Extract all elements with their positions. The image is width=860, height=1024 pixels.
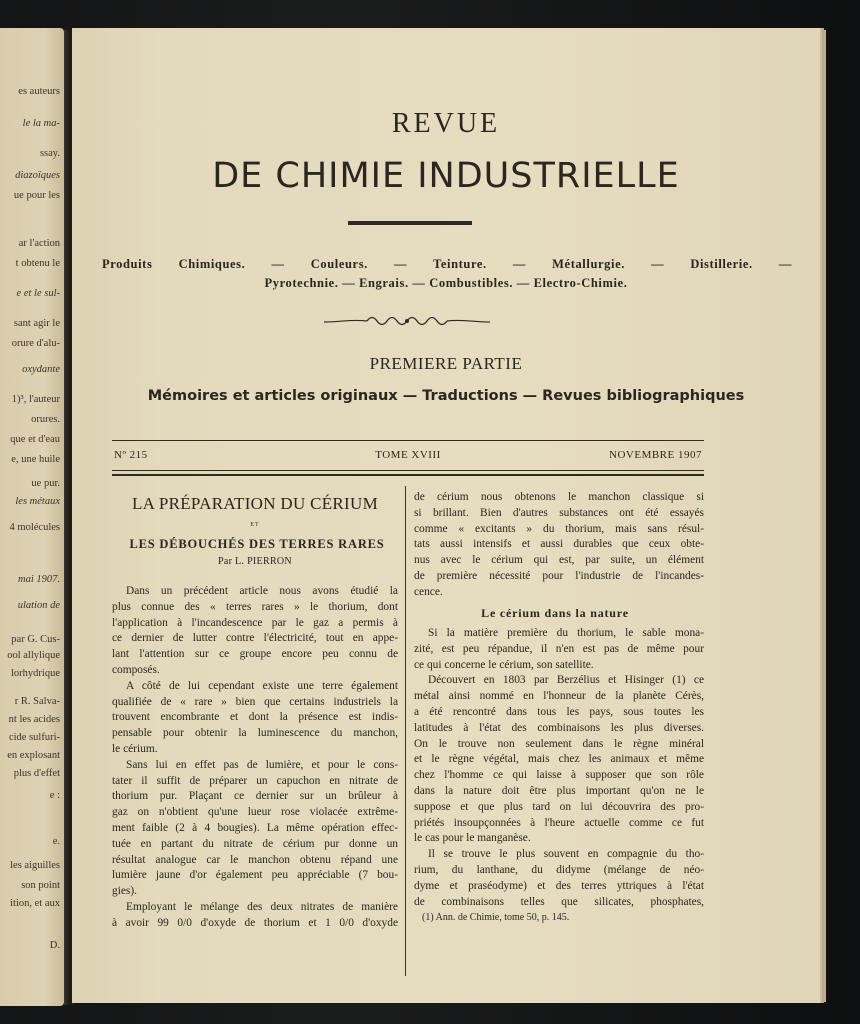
rule-bottom-2	[112, 474, 704, 476]
text-line: tuée en partant du nitrate de cérium pur donne un	[112, 837, 398, 850]
text-line: latitudes à l'état des combinaisons les plus diverses.	[414, 721, 704, 734]
section-subheading: Le cérium dans la nature	[481, 606, 629, 620]
text-line: a été rencontré dans tous les pays, sous toutes les	[414, 705, 704, 718]
text-line: Il se trouve le plus souvent en compagnie du tho-	[428, 848, 704, 861]
facing-page-line: ue pour les	[13, 190, 60, 201]
column-divider	[405, 486, 406, 976]
topics-line-1: Produits Chimiques. — Couleurs. — Teinture. — Métallurgie. — Distillerie. —	[102, 257, 792, 271]
text-line: zité, est peu répandue, il n'en est pas de même pour	[414, 642, 704, 655]
text-line: à avoir 99 0/0 d'oxyde de thorium et 1 0/0 d'oxyde	[112, 916, 398, 929]
facing-page-line: e.	[52, 836, 60, 847]
text-line: nus avec le cérium qui est, par suite, un élément	[414, 554, 704, 567]
facing-page-line: ssay.	[39, 148, 60, 159]
facing-page-line: en explosant	[7, 750, 60, 761]
facing-page-line: les métaux	[15, 496, 60, 507]
facing-page-line: les aiguilles	[10, 860, 60, 871]
text-line: dyme et praséodyme) et des terres yttriques à l'état	[414, 879, 704, 892]
facing-page-line: que et d'eau	[10, 434, 60, 445]
text-line: Employant le mélange des deux nitrates de manière	[126, 900, 398, 913]
facing-page-line: plus d'effet	[13, 768, 60, 779]
text-line: On le trouve non seulement dans le règne minéral	[414, 737, 704, 750]
facing-page-line: t obtenu le	[15, 258, 60, 269]
part-heading: PREMIERE PARTIE	[369, 354, 523, 373]
text-line: résultat analogue car le manchon obtenu répand une	[112, 853, 398, 866]
text-line: Dans un précédent article nous avons étudié la	[126, 585, 398, 597]
facing-page-line: nt les acides	[8, 714, 60, 725]
text-line: composés.	[112, 663, 160, 676]
text-line: tats aussi intensifs et aussi durables que ceux obte-	[414, 538, 704, 551]
text-line: gies).	[112, 885, 137, 898]
facing-page-line: 4 molécules	[9, 522, 60, 533]
facing-page-line: sant agir le	[13, 318, 60, 329]
text-line: dans la nature doit être plus important qu'on ne le	[414, 784, 704, 797]
facing-page-line: cide sulfuri-	[8, 732, 60, 743]
text-line: cence.	[414, 585, 443, 598]
text-line: ce qui concerne le cérium, son satellite.	[414, 658, 594, 671]
facing-page-line: mai 1907.	[18, 574, 60, 585]
facing-page-line: orure d'alu-	[11, 338, 60, 349]
issue-date: NOVEMBRE 1907	[609, 449, 702, 461]
text-line: trouvent encombrante et dont la présence est indis-	[112, 711, 398, 724]
text-line: lant l'attention sur ce groupe encore peu connu de	[112, 648, 398, 661]
text-line: de première nécessité pour l'industrie de l'incandes-	[414, 569, 704, 582]
masthead-rule	[348, 221, 472, 225]
text-line: comme « excitants » du thorium, mais sans résul-	[414, 522, 704, 535]
text-line: qualifiée de « rare » bien que certains industriels la	[112, 695, 398, 708]
text-line: thorium pur. Plaçant ce dernier sur un brûleur à	[112, 790, 398, 803]
facing-page-line: ulation de	[17, 600, 60, 611]
left-column-text	[112, 584, 398, 932]
article-title: LA PRÉPARATION DU CÉRIUM	[131, 494, 379, 513]
text-line: Découvert en 1803 par Berzélius et Hisinger (1) ce	[428, 674, 704, 687]
masthead-title: DE CHIMIE INDUSTRIELLE	[212, 156, 680, 196]
text-line: rium, du lanthane, du didyme (mélange de néo-	[414, 863, 704, 876]
ornament-divider	[322, 310, 492, 330]
facing-page-fragment	[0, 28, 64, 1006]
right-column-text-bottom	[414, 626, 704, 910]
facing-page-line: son point	[21, 880, 60, 891]
text-line: et le règne végétal, mais chez les animaux et même	[414, 753, 704, 766]
facing-page-line: lorhydrique	[11, 668, 60, 679]
facing-page-line: es auteurs	[18, 86, 60, 97]
text-line: A côté de lui cependant existe une terre également	[126, 679, 398, 692]
text-line: gaz on n'obtient qu'une lueur rose violacée extrême-	[112, 806, 398, 819]
text-line: suppose et que plus tard on lui découvrira des pro-	[414, 800, 704, 813]
rule-top	[112, 440, 704, 441]
text-line: lumière jaune d'or également peu appréciable (7 bou-	[112, 869, 398, 882]
masthead-revue: REVUE	[391, 108, 501, 139]
text-line: l'application à l'incandescence par le gaz a permis à	[112, 616, 398, 629]
facing-page-line: par G. Cus-	[11, 634, 60, 645]
text-line: de combinaisons telles que silicates, phosphates,	[414, 895, 704, 908]
text-line: métal ainsi nommé en l'honneur de la planète Cérès,	[414, 690, 704, 703]
facing-page-line: D.	[49, 940, 60, 951]
text-line: pensable pour obtenir la luminescence du manchon,	[112, 727, 398, 740]
text-line: tater il suffit de préparer un capuchon en nitrate de	[112, 774, 398, 787]
journal-page	[72, 28, 820, 1003]
sections-heading: Mémoires et articles originaux — Traductions — Revues bibliographiques	[147, 388, 745, 404]
article-title-et: ET	[250, 522, 260, 528]
text-line: le cas pour le manganèse.	[414, 832, 531, 845]
article-author: Par L. PIERRON	[218, 556, 292, 567]
footnote: (1) Ann. de Chimie, tome 50, p. 145.	[422, 912, 570, 923]
article-subtitle: LES DÉBOUCHÉS DES TERRES RARES	[129, 537, 385, 551]
text-line: de cérium nous obtenons le manchon classique si	[414, 491, 704, 503]
rule-bottom-1	[112, 470, 704, 471]
facing-page-line: 1)³, l'auteur	[11, 394, 60, 405]
facing-page-line: e et le sul-	[16, 288, 60, 299]
right-column-text-top	[414, 490, 704, 601]
text-line: Sans lui en effet pas de lumière, et pour le cons-	[126, 758, 398, 771]
facing-page-line: ition, et aux	[10, 898, 60, 909]
issue-tome: TOME XVIII	[375, 449, 441, 461]
text-line: ce dernier de lutter contre l'électricité, tout en appe-	[112, 632, 398, 645]
topics-line-2: Pyrotechnie. — Engrais. — Combustibles. — Electro-Chimie.	[264, 276, 628, 290]
facing-page-line: ool allylique	[7, 650, 60, 661]
facing-page-line: diazoïques	[15, 170, 60, 181]
text-line: priétés insoupçonnées à l'heure actuelle comme ce fut	[414, 816, 704, 829]
text-line: si brillant. Bien d'autres substances ont été essayés	[414, 506, 704, 519]
facing-page-line: r R. Salva-	[14, 696, 60, 707]
facing-page-line: e :	[49, 790, 60, 801]
facing-page-line: ue pur.	[31, 478, 60, 489]
text-line: le cérium.	[112, 742, 158, 755]
facing-page-line: e, une huile	[11, 454, 60, 465]
facing-page-line: le la ma-	[22, 118, 60, 129]
facing-page-line: oxydante	[22, 364, 60, 375]
text-line: chez l'homme ce qui laisse à supposer que son rôle	[414, 769, 704, 782]
issue-number: Nº 215	[114, 449, 148, 461]
facing-page-line: ar l'action	[18, 238, 60, 249]
text-line: Si la matière première du thorium, le sable mona-	[428, 627, 704, 639]
text-line: ment faible (2 à 4 bougies). La même opération effec-	[112, 821, 398, 834]
facing-page-line: orures.	[31, 414, 60, 425]
text-line: plus connue des « terres rares » le thorium, dont	[112, 600, 398, 613]
